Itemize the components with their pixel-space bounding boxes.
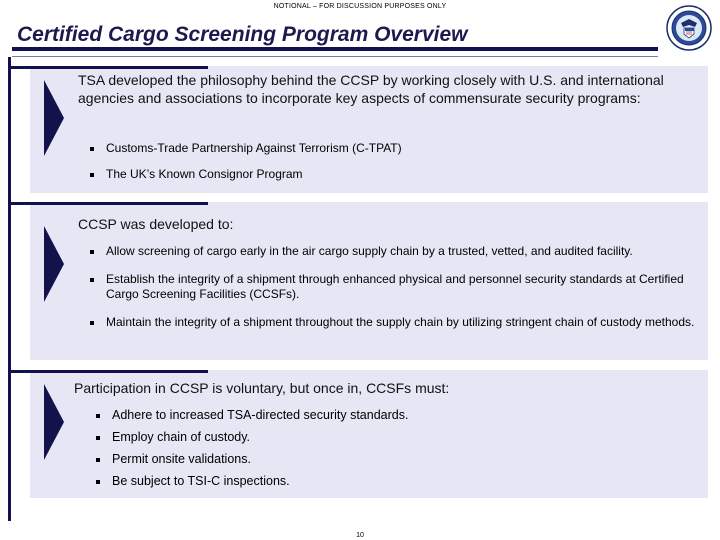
dhs-seal-icon [666, 5, 712, 51]
list-item: Customs-Trade Partnership Against Terrorism (C-TPAT) [86, 141, 696, 156]
section-top-edge [8, 66, 208, 69]
section-ccsp-philosophy [30, 66, 708, 193]
left-accent-bar [8, 57, 11, 521]
bullet-list [86, 244, 696, 343]
title-rule [12, 47, 658, 51]
section-top-edge [8, 370, 208, 373]
title-rule-thin [12, 56, 658, 57]
list-item: Permit onsite validations. [92, 452, 692, 467]
chevron-right-icon [44, 226, 64, 302]
page-number: 10 [356, 532, 364, 539]
list-item: The UK’s Known Consignor Program [86, 167, 696, 182]
list-item: Employ chain of custody. [92, 430, 692, 445]
chevron-right-icon [44, 80, 64, 156]
section-ccsf-requirements [30, 370, 708, 498]
section-top-edge [8, 202, 208, 205]
list-item: Allow screening of cargo early in the air cargo supply chain by a trusted, vetted, and audited facility. [86, 244, 696, 259]
notional-banner: NOTIONAL – FOR DISCUSSION PURPOSES ONLY [273, 3, 447, 10]
bullet-list [86, 141, 696, 193]
page-title: Certified Cargo Screening Program Overview [17, 23, 468, 46]
list-item: Adhere to increased TSA-directed security standards. [92, 408, 692, 423]
list-item: Be subject to TSI-C inspections. [92, 474, 692, 489]
section-lead-text: CCSP was developed to: [78, 216, 234, 232]
section-lead-text: Participation in CCSP is voluntary, but once in, CCSFs must: [74, 380, 450, 396]
chevron-right-icon [44, 384, 64, 460]
section-ccsp-purpose [30, 202, 708, 360]
list-item: Maintain the integrity of a shipment throughout the supply chain by utilizing stringent chain of custody methods. [86, 315, 696, 330]
bullet-list [92, 408, 692, 496]
list-item: Establish the integrity of a shipment through enhanced physical and personnel security standards at Certified Cargo Screening Facilities (CCSFs). [86, 272, 696, 302]
section-lead-text: TSA developed the philosophy behind the CCSP by working closely with U.S. and international agencies and associations to incorporate key aspects of commensurate security programs: [78, 72, 664, 106]
